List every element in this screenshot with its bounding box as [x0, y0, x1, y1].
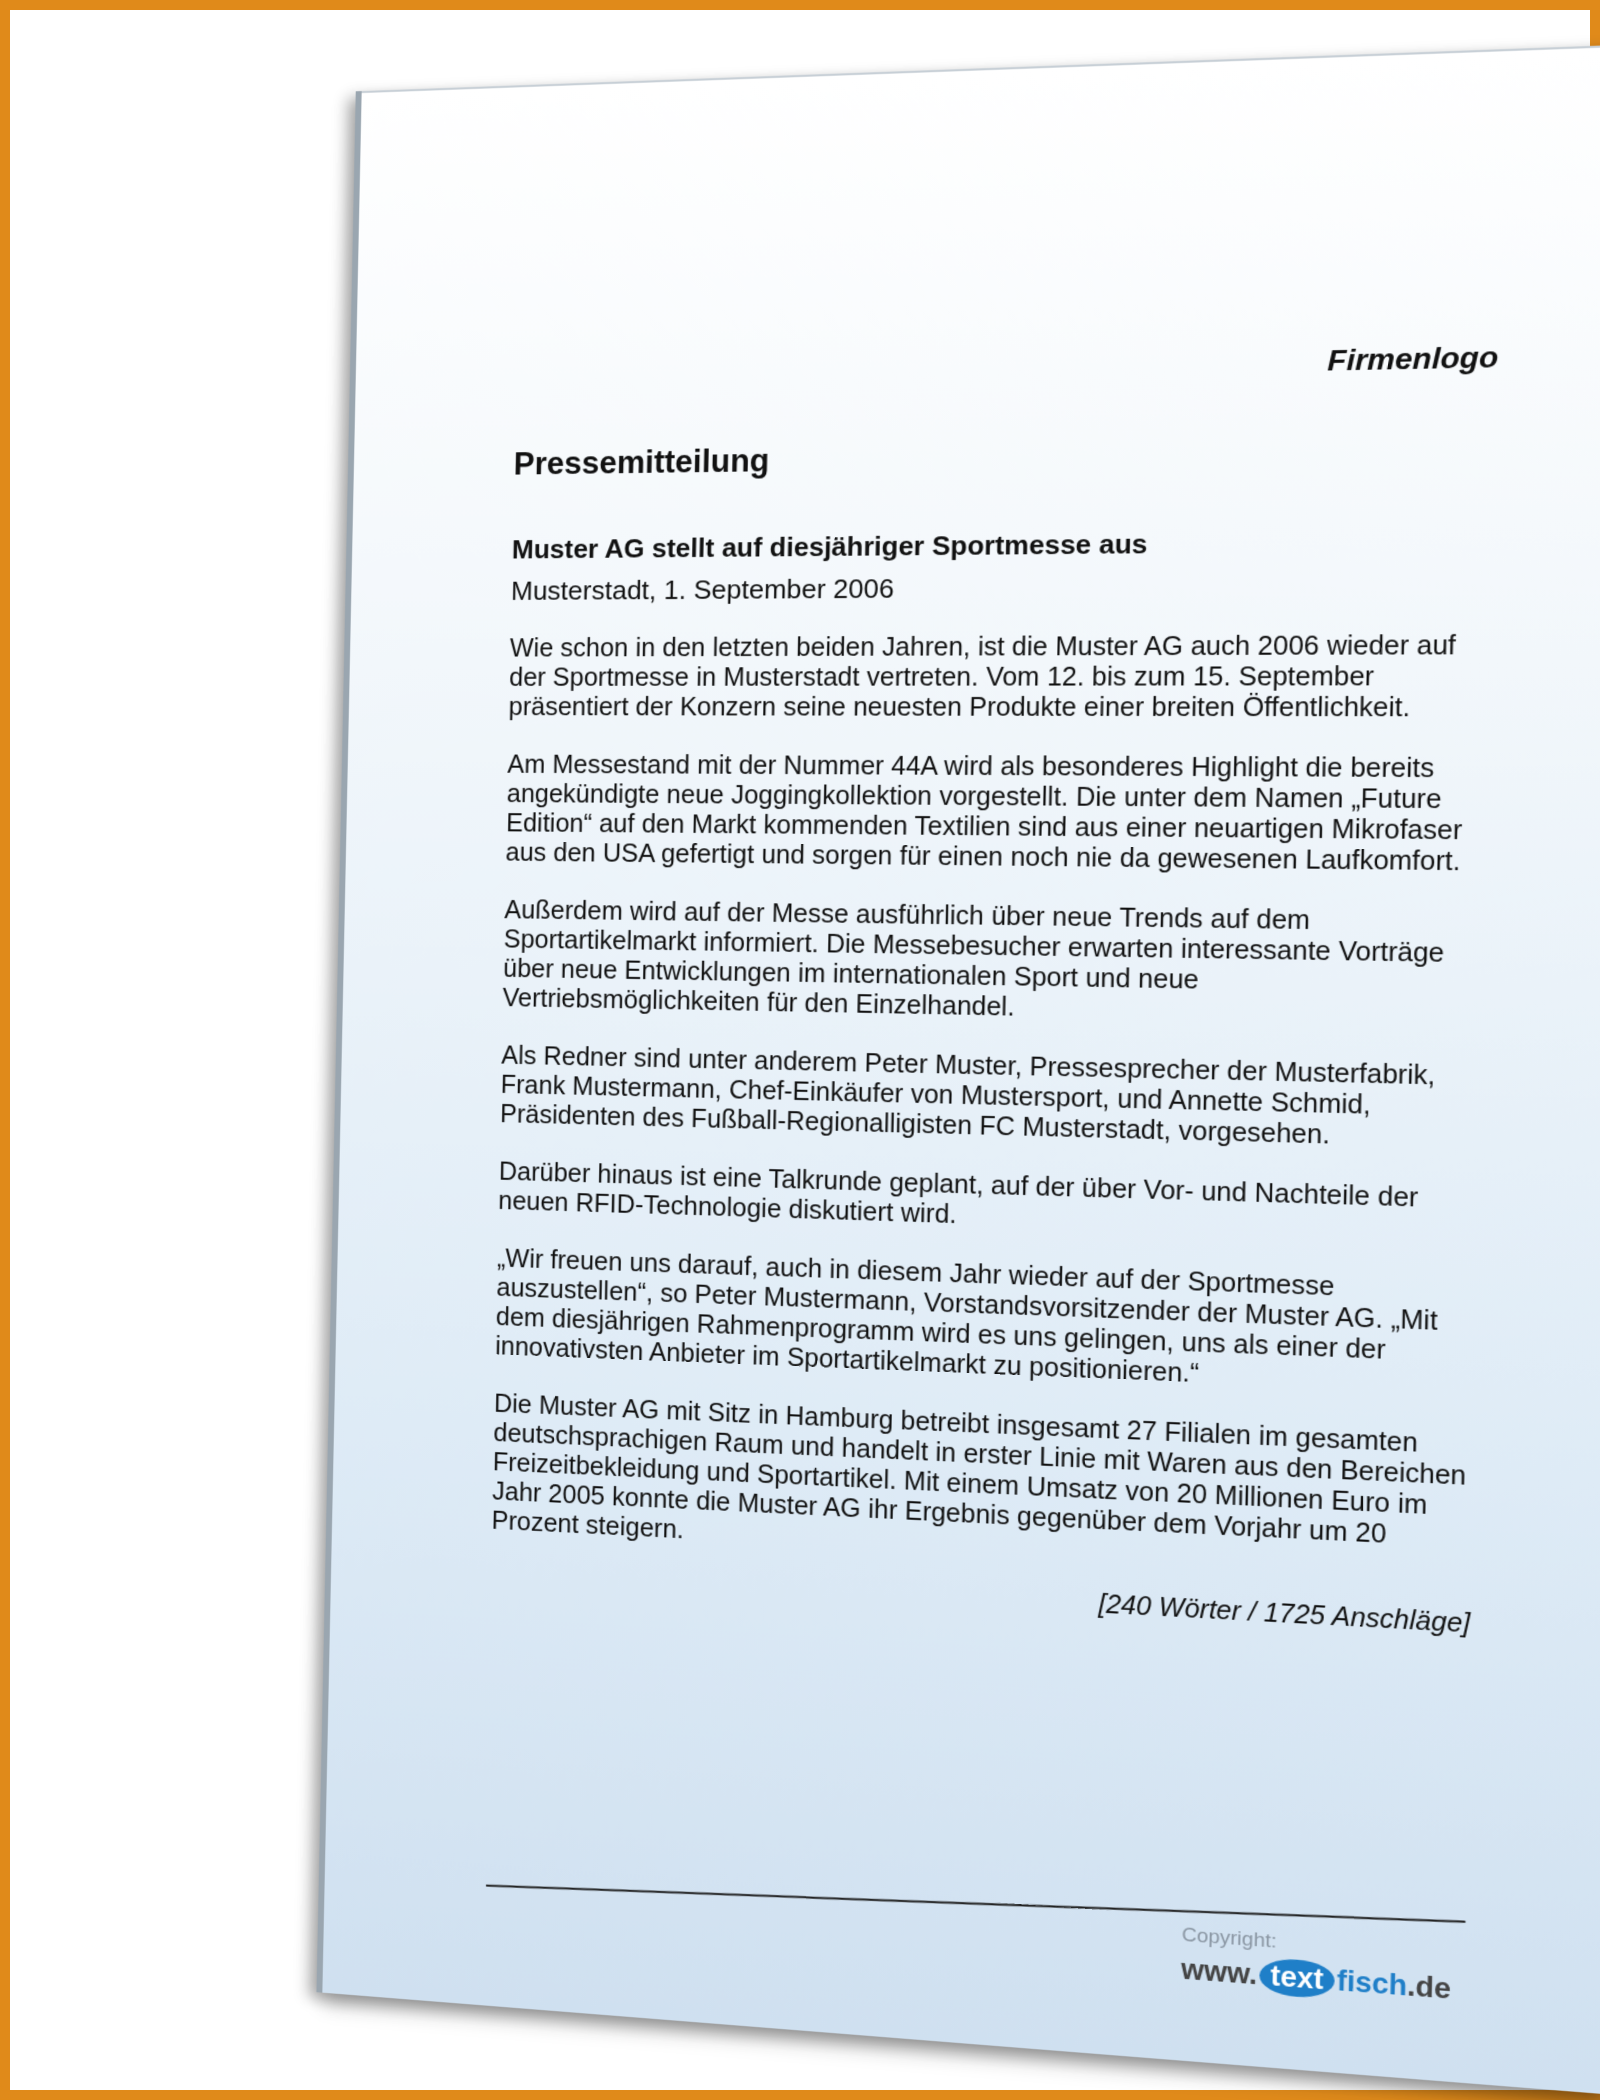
copyright-block	[1181, 1924, 1452, 2008]
copyright-label: Copyright:	[1181, 1924, 1277, 1953]
paragraph: Darüber hinaus ist eine Talkrunde geplant, auf der über Vor- und Nachteile der neuen RFID-Technologie diskutiert wird.	[498, 1157, 1419, 1230]
document-page	[322, 43, 1600, 2095]
document-title: Pressemitteilung	[513, 442, 770, 482]
logo-de: .de	[1406, 1969, 1452, 2006]
paragraph: Die Muster AG mit Sitz in Hamburg betreibt insgesamt 27 Filialen im gesamten deutschsprachigen Raum und handelt in erster Linie mit Waren aus den Bereichen Freizeitbekleidung und Sportartikel. Mit einem Umsatz von 20 Millionen Euro im Jahr 2005 konnte die Muster AG ihr Ergebnis gegenüber dem Vorjahr um 20 Prozent steigern.	[491, 1389, 1467, 1550]
logo-fisch: fisch	[1336, 1964, 1408, 2002]
document-body	[490, 330, 1499, 1640]
paragraph: „Wir freuen uns darauf, auch in diesem Jahr wieder auf der Sportmesse auszustellen“, so Peter Mustermann, Vorstandsvorsitzender der Muster AG. „Mit dem diesjährigen Rahmenprogramm wird es uns gelingen, uns als einer der innovativsten Anbieter im Sportartikelmarkt zu positionieren.“	[494, 1244, 1438, 1389]
divider-line	[486, 1885, 1465, 1923]
place-date: Musterstadt, 1. September 2006	[510, 572, 895, 607]
word-count: [240 Wörter / 1725 Anschläge]	[1098, 1589, 1471, 1639]
company-logo-placeholder: Firmenlogo	[1327, 340, 1499, 377]
paragraph: Als Redner sind unter anderem Peter Muster, Pressesprecher der Musterfabrik, Frank Mustermann, Chef-Einkäufer von Mustersport, und Annette Schmid, Präsidenten des Fußball-Regionalligisten FC Musterstadt, vorgesehen.	[499, 1041, 1436, 1150]
paragraph: Wie schon in den letzten beiden Jahren, ist die Muster AG auch 2006 wieder auf der Sportmesse in Musterstadt vertreten. Vom 12. bis zum 15. September präsentiert der Konzern seine neuesten Produkte einer breiten Öffentlichkeit.	[508, 630, 1457, 723]
logo-www: www.	[1180, 1953, 1258, 1991]
paragraph: Außerdem wird auf der Messe ausführlich über neue Trends auf dem Sportartikelmarkt informiert. Die Messebesucher erwarten interessante Vorträge über neue Entwicklungen im internationalen Sport und neue Vertriebsmöglichkeiten für den Einzelhandel.	[502, 895, 1445, 1022]
paragraph: Am Messestand mit der Nummer 44A wird als besonderes Highlight die bereits angekündigte neue Joggingkollektion vorgestellt. Die unter dem Namen „Future Edition“ auf den Markt kommenden Textilien sind aus einer neuartigen Mikrofaser aus den USA gefertigt und sorgen für einen noch nie da gewesenen Laufkomfort.	[505, 750, 1463, 877]
logo-fish-icon: text	[1259, 1957, 1335, 2000]
press-headline: Muster AG stellt auf diesjähriger Sportmesse aus	[511, 528, 1148, 565]
